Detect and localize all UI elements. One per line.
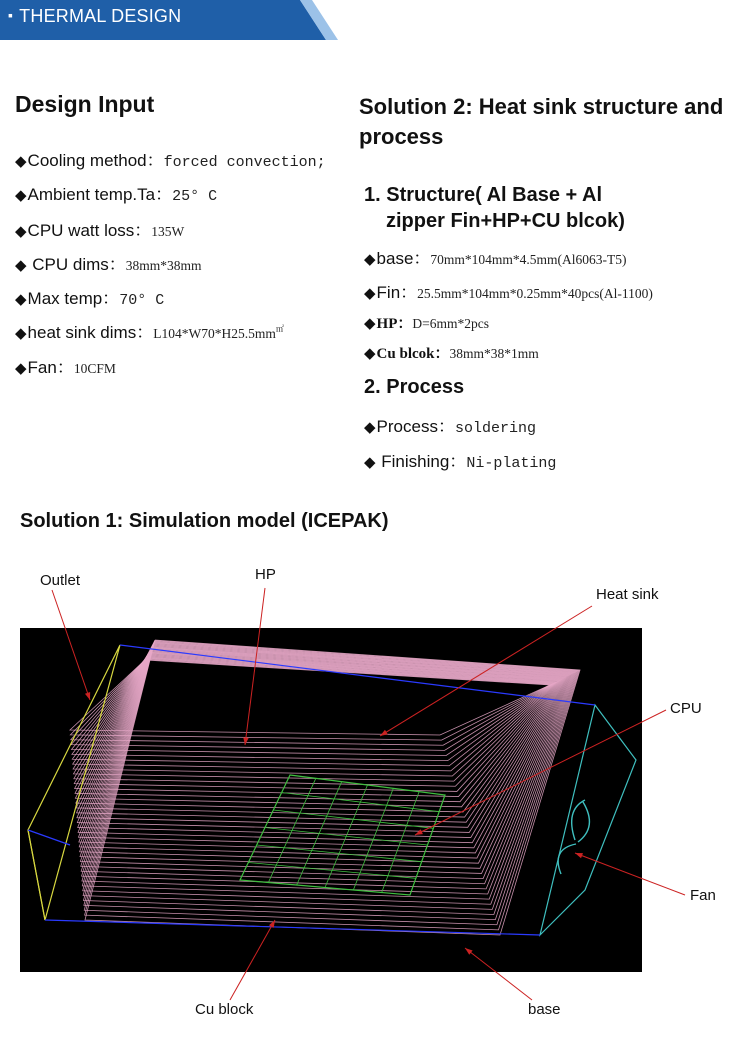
design-input-item: ◆heat sink dims：L104*W70*H25.5mm㎡ (15, 323, 284, 342)
diamond-bullet-icon: ◆ (15, 152, 27, 170)
diamond-bullet-icon: ◆ (15, 186, 27, 204)
diamond-bullet-icon: ◆ (15, 359, 27, 377)
section-banner (0, 0, 340, 40)
design-input-item: ◆Cooling method：forced convection; (15, 151, 326, 171)
diamond-bullet-icon: ◆ (364, 344, 376, 362)
structure-item: ◆base：70mm*104mm*4.5mm(Al6063-T5) (364, 249, 627, 268)
diamond-bullet-icon: ◆ (15, 222, 27, 240)
diamond-bullet-icon: ◆ (364, 418, 376, 436)
diamond-bullet-icon: ◆ (364, 284, 376, 302)
design-input-item: ◆Ambient temp.Ta：25° C (15, 185, 218, 205)
structure-item: ◆Cu blcok：38mm*38*1mm (364, 344, 539, 362)
callout-cpu: CPU (670, 700, 702, 717)
diamond-bullet-icon: ◆ (15, 256, 27, 274)
structure-heading: 1. Structure( Al Base + Al zipper Fin+HP+CU blcok) (364, 184, 625, 232)
callout-hp: HP (255, 566, 276, 583)
design-input-item: ◆Fan：10CFM (15, 358, 116, 377)
callout-heat-sink: Heat sink (596, 586, 659, 603)
process-item: ◆Process：soldering (364, 417, 536, 437)
callout-fan: Fan (690, 887, 716, 904)
solution2-heading: Solution 2: Heat sink structure and process (359, 94, 724, 149)
simulation-figure (0, 560, 750, 1044)
callout-base: base (528, 1001, 561, 1018)
design-input-item: ◆Max temp：70° C (15, 289, 165, 309)
design-input-heading: Design Input (15, 91, 155, 117)
design-input-item: ◆CPU watt loss：135W (15, 221, 185, 240)
callout-cu-block: Cu block (195, 1001, 254, 1018)
banner-title: ▪ THERMAL DESIGN (8, 6, 181, 27)
diamond-bullet-icon: ◆ (15, 324, 27, 342)
design-input-item: ◆ CPU dims：38mm*38mm (15, 255, 202, 274)
diamond-bullet-icon: ◆ (364, 314, 376, 332)
diamond-bullet-icon: ◆ (364, 453, 376, 471)
diamond-bullet-icon: ◆ (364, 250, 376, 268)
callout-outlet: Outlet (40, 572, 81, 589)
structure-item: ◆HP：D=6mm*2pcs (364, 314, 490, 332)
structure-item: ◆Fin：25.5mm*104mm*0.25mm*40pcs(Al-1100) (364, 283, 653, 302)
diamond-bullet-icon: ◆ (15, 290, 27, 308)
simulation-model-drawing (0, 560, 750, 1044)
solution1-heading: Solution 1: Simulation model (ICEPAK) (20, 510, 389, 532)
process-heading: 2. Process (364, 376, 465, 398)
process-item: ◆ Finishing：Ni-plating (364, 452, 557, 472)
